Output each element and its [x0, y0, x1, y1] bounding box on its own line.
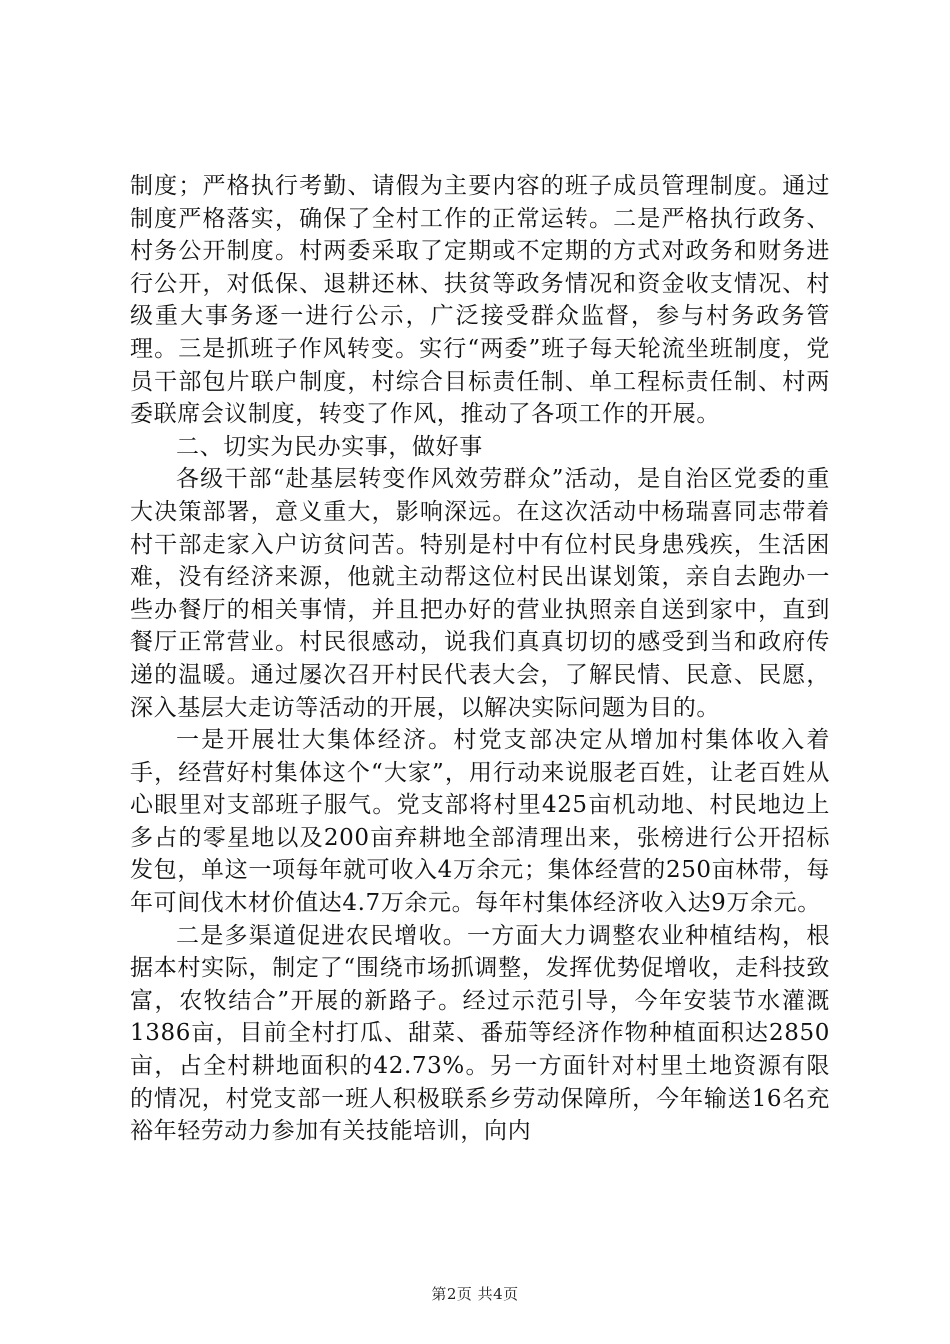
paragraph: 二是多渠道促进农民增收。一方面大力调整农业种植结构，根据本村实际，制定了“围绕市场抓调整，发挥优势促增收，走科技致富，农牧结合”开展的新路子。经过示范引导，今年安装节水灌溉1386亩，目前全村打瓜、甜菜、番茄等经济作物种植面积达2850亩，占全村耕地面积的42.73%。另一方面针对村里土地资源有限的情况，村党支部一班人积极联系乡劳动保障所，今年输送16名充裕年轻劳动力参加有关技能培训，向内	[130, 922, 830, 1145]
paragraph: 一是开展壮大集体经济。村党支部决定从增加村集体收入着手，经营好村集体这个“大家”，用行动来说服老百姓，让老百姓从心眼里对支部班子服气。党支部将村里425亩机动地、村民地边上多占的零星地以及200亩弃耕地全部清理出来，张榜进行公开招标发包，单这一项每年就可收入4万余元；集体经营的250亩林带，每年可间伐木材价值达4.7万余元。每年村集体经济收入达9万余元。	[130, 727, 830, 917]
paragraph: 各级干部“赴基层转变作风效劳群众”活动，是自治区党委的重大决策部署，意义重大，影响深远。在这次活动中杨瑞喜同志带着村干部走家入户访贫问苦。特别是村中有位村民身患残疾，生活困难，没有经济来源，他就主动帮这位村民出谋划策，亲自去跑办一些办餐厅的相关事情，并且把办好的营业执照亲自送到家中，直到餐厅正常营业。村民很感动，说我们真真切切的感受到当和政府传递的温暖。通过屡次召开村民代表大会，了解民情、民意、民愿，深入基层大走访等活动的开展，以解决实际问题为目的。	[130, 466, 830, 721]
paragraph-continuation: 制度；严格执行考勤、请假为主要内容的班子成员管理制度。通过制度严格落实，确保了全村工作的正常运转。二是严格执行政务、村务公开制度。村两委采取了定期或不定期的方式对政务和财务进行公开，对低保、退耕还林、扶贫等政务情况和资金收支情况、村级重大事务逐一进行公示，广泛接受群众监督，参与村务政务管理。三是抓班子作风转变。实行“两委”班子每天轮流坐班制度，党员干部包片联户制度，村综合目标责任制、单工程标责任制、村两委联席会议制度，转变了作风，推动了各项工作的开展。	[130, 173, 830, 428]
page-number-footer: 第2页 共4页	[431, 1285, 519, 1303]
section-heading: 二、切实为民办实事，做好事	[176, 433, 483, 460]
document-body	[130, 170, 830, 1148]
